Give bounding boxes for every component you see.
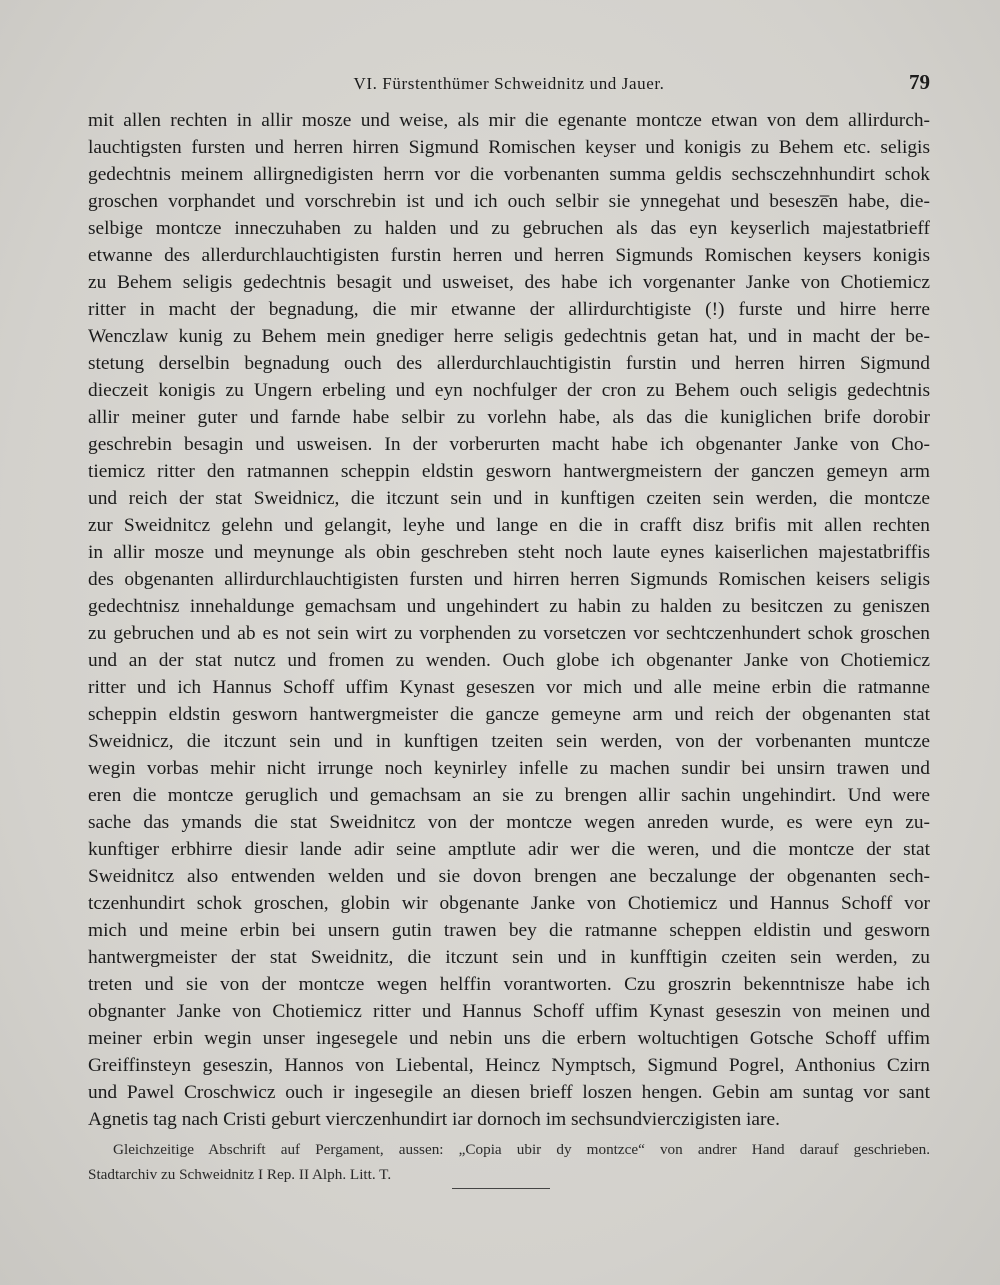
footnotes xyxy=(88,1137,930,1187)
page-header xyxy=(88,70,930,100)
text-line: tiemicz ritter den ratmannen scheppin eldstin gesworn hantwergmeistern der ganczen gemeyn arm xyxy=(88,461,930,482)
text-line: geschrebin besagin und usweisen. In der vorberurten macht habe ich obgenanter Janke von Cho- xyxy=(88,434,930,455)
text-line: gedechtnisz innehaldunge gemachsam und ungehindert zu habin zu halden zu besitczen zu geniszen xyxy=(88,596,930,617)
text-line: sache das ymands die stat Sweidnitcz von der montcze wegen anreden wurde, es were eyn zu- xyxy=(88,812,930,833)
text-line: und an der stat nutcz und fromen zu wenden. Ouch globe ich obgenanter Janke von Chotiemicz xyxy=(88,650,930,671)
text-line: allir meiner guter und farnde habe selbir zu vorlehn habe, als das die kuniglichen brife dorobir xyxy=(88,407,930,428)
end-rule xyxy=(452,1188,550,1189)
text-line: etwanne des allerdurchlauchtigisten furstin herren und herren Sigmunds Romischen keysers konigis xyxy=(88,245,930,266)
text-line: des obgenanten allirdurchlauchtigisten fursten und hirren herren Sigmunds Romischen keisers seligis xyxy=(88,569,930,590)
text-line: hantwergmeister der stat Sweidnitz, die itczunt sein und in kunfftigin czeiten sein werden, zu xyxy=(88,947,930,968)
text-line: eren die montcze geruglich und gemachsam an sie zu brengen allir sachin ungehindirt. Und were xyxy=(88,785,930,806)
text-line: wegin vorbas mehir nicht irrunge noch keynirley infelle zu machen sundir bei unsirn trawen und xyxy=(88,758,930,779)
text-line: kunftiger erbhirre diesir lande adir seine amptlute adir wer die weren, und die montcze der stat xyxy=(88,839,930,860)
text-line: und Pawel Croschwicz ouch ir ingesegile an diesen brieff loszen hengen. Gebin am suntag vor sant xyxy=(88,1082,930,1103)
footnote-archive: Stadtarchiv zu Schweidnitz I Rep. II Alph. Litt. T. xyxy=(88,1166,392,1183)
text-line: treten und sie von der montcze wegen helffin vorantworten. Czu groszrin bekenntnisze habe ich xyxy=(88,974,930,995)
text-line: Greiffinsteyn geseszin, Hannos von Liebental, Heincz Nymptsch, Sigmund Pogrel, Anthonius Czirn xyxy=(88,1055,930,1076)
text-line: zu Behem seligis gedechtnis besagit und usweiset, des habe ich vorgenanter Janke von Chotiemicz xyxy=(88,272,930,293)
text-line: ritter in macht der begnadung, die mir etwanne der allirdurchtigiste (!) furste und hirre herre xyxy=(88,299,930,320)
text-line: Sweidnicz, die itczunt sein und in kunftigen tzeiten sein werden, von der vorbenanten muntcze xyxy=(88,731,930,752)
text-line: gedechtnis meinem allirgnedigisten herrn vor die vorbenanten summa geldis sechsczehnhundirt schok xyxy=(88,164,930,185)
text-line: Sweidnitcz also entwenden welden und sie dovon brengen ane beczalunge der obgenanten sech- xyxy=(88,866,930,887)
footnote-source: Gleichzeitige Abschrift auf Pergament, aussen: „Copia ubir dy montzce“ von andrer Hand darauf geschrieben. xyxy=(113,1141,930,1158)
text-line: Wenczlaw kunig zu Behem mein gnediger herre seligis gedechtnis getan hat, und in macht der be- xyxy=(88,326,930,347)
text-line: zur Sweidnitcz gelehn und gelangit, leyhe und lange en die in crafft disz brifis mit allen rechten xyxy=(88,515,930,536)
text-line: mit allen rechten in allir mosze und weise, als mir die egenante montcze etwan von dem allirdurch- xyxy=(88,110,930,131)
text-line: obgnanter Janke von Chotiemicz ritter und Hannus Schoff uffim Kynast geseszin von meinen und xyxy=(88,1001,930,1022)
running-title: VI. Fürstenthümer Schweidnitz und Jauer. xyxy=(353,74,665,93)
text-line: Agnetis tag nach Cristi geburt vierczenhundirt iar dornoch im sechsundvierczigisten iare. xyxy=(88,1109,780,1130)
text-line: lauchtigsten fursten und herren hirren Sigmund Romischen keyser und konigis zu Behem etc. seligis xyxy=(88,137,930,158)
text-line: scheppin eldstin gesworn hantwergmeister die gancze gemeyne arm und reich der obgenanten stat xyxy=(88,704,930,725)
body-text xyxy=(88,107,930,1133)
text-line: tczenhundirt schok groschen, globin wir obgenante Janke von Chotiemicz und Hannus Schoff vor xyxy=(88,893,930,914)
text-line: ritter und ich Hannus Schoff uffim Kynast geseszen vor mich und alle meine erbin die ratmanne xyxy=(88,677,930,698)
text-line: dieczeit konigis zu Ungern erbeling und eyn nochfulger der cron zu Behem ouch seligis gedechtnis xyxy=(88,380,930,401)
text-line: meiner erbin wegin unser ingesegele und nebin uns die erbern woltuchtigen Gotsche Schoff uffim xyxy=(88,1028,930,1049)
text-line: groschen vorphandet und vorschrebin ist und ich ouch selbir sie ynnegehat und besesze̅n habe, die- xyxy=(88,191,930,212)
text-line: zu gebruchen und ab es not sein wirt zu vorphenden zu vorsetczen vor sechtczenhundert schok groschen xyxy=(88,623,930,644)
text-line: selbige montcze inneczuhaben zu halden und zu gebruchen als das eyn keyserlich majestatbrieff xyxy=(88,218,930,239)
text-line: stetung derselbin begnadung ouch des allerdurchlauchtigistin furstin und herren hirren Sigmund xyxy=(88,353,930,374)
text-line: und reich der stat Sweidnicz, die itczunt sein und in kunftigen czeiten sein werden, die montcze xyxy=(88,488,930,509)
text-line: mich und meine erbin bei unsern gutin trawen bey die ratmanne scheppen eldistin und gesworn xyxy=(88,920,930,941)
text-line: in allir mosze und meynunge als obin geschreben steht noch laute eynes kaiserlichen majestatbriffis xyxy=(88,542,930,563)
page-number: 79 xyxy=(909,70,930,94)
